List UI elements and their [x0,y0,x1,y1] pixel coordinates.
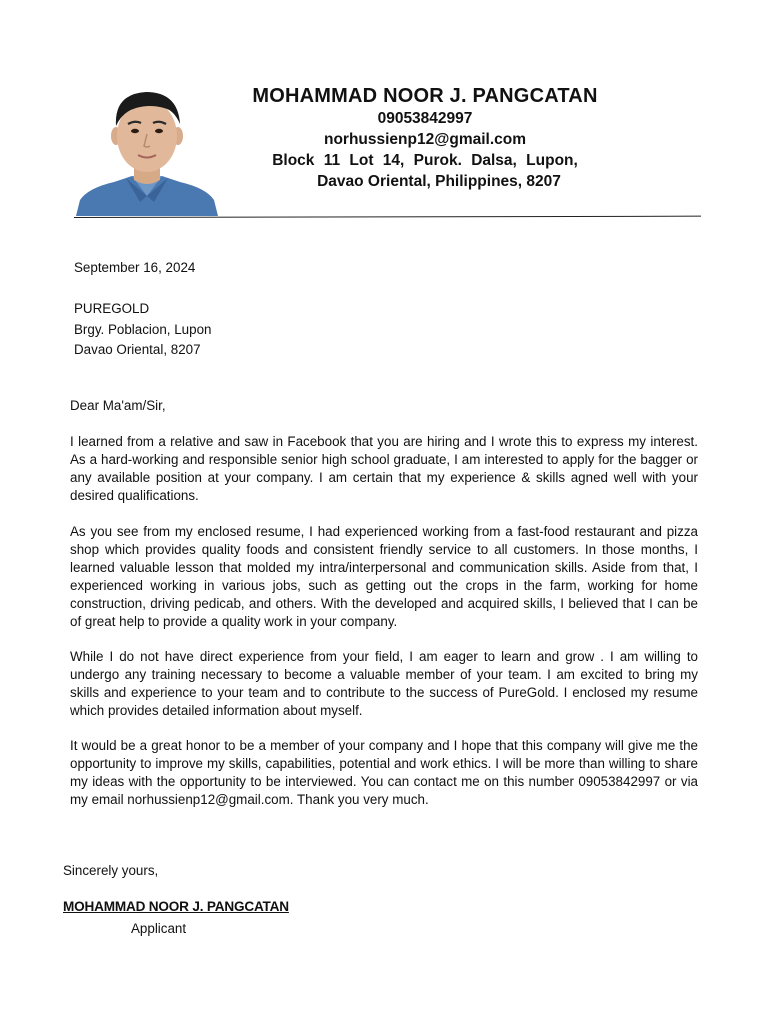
body-paragraph-3: While I do not have direct experience from your field, I am eager to learn and grow . I am willing to undergo any training necessary to become a valuable member of your team. I am excited to bring my skills and experience to your team and to contribute to the success of PureGold. I enclosed my resume which provides detailed information about myself. [70,649,698,718]
applicant-name-heading: MOHAMMAD NOOR J. PANGCATAN [252,85,598,107]
applicant-portrait-image [74,84,220,216]
closing: Sincerely yours, [63,863,159,878]
recipient-address [74,299,211,361]
signature-role: Applicant [131,921,187,936]
applicant-email: norhussienp12@gmail.com [323,131,527,148]
recipient-company: PUREGOLD [74,301,150,316]
body-paragraph-1: I learned from a relative and saw in Facebook that you are hiring and I wrote this to express my interest. As a hard-working and responsible senior high school graduate, I am interested to apply for the bagger or any available position at your company. I am certain that my experience & skills agned well with your desired qualifications. [70,434,698,503]
signature-name: MOHAMMAD NOOR J. PANGCATAN [63,899,289,914]
recipient-address-line1: Brgy. Poblacion, Lupon [74,321,212,337]
applicant-photo [74,84,220,216]
applicant-address-line2: Davao Oriental, Philippines, 8207 [317,173,561,190]
letter-header [230,84,620,192]
body-paragraph-4: It would be a great honor to be a member of your company and I hope that this company will give me the opportunity to improve my skills, capabilities, potential and work ethics. I will be more than willing to share my ideas with the opportunity to be interviewed. You can contact me on this number 09053842997 or via my email norhussienp12@gmail.com. Thank you very much. [70,738,698,807]
letter-date: September 16, 2024 [74,260,196,275]
applicant-phone: 09053842997 [377,110,473,127]
recipient-address-line2: Davao Oriental, 8207 [74,342,201,357]
applicant-address-line1: Block 11 Lot 14, Purok. Dalsa, Lupon, [272,152,578,169]
salutation: Dear Ma'am/Sir, [70,398,166,413]
body-paragraph-2: As you see from my enclosed resume, I had experienced working from a fast-food restaurant and pizza shop which provides quality foods and consistent friendly service to all customers. In those months, I learned valuable lesson that molded my intra/interpersonal and communication skills. Aside from that, I experienced working in various jobs, such as getting out the crops in the farm, working for home construction, driving pedicab, and others. With the developed and acquired skills, I believed that I can be of great help to provide a quality work in your company. [70,524,698,629]
header-divider [74,216,701,218]
